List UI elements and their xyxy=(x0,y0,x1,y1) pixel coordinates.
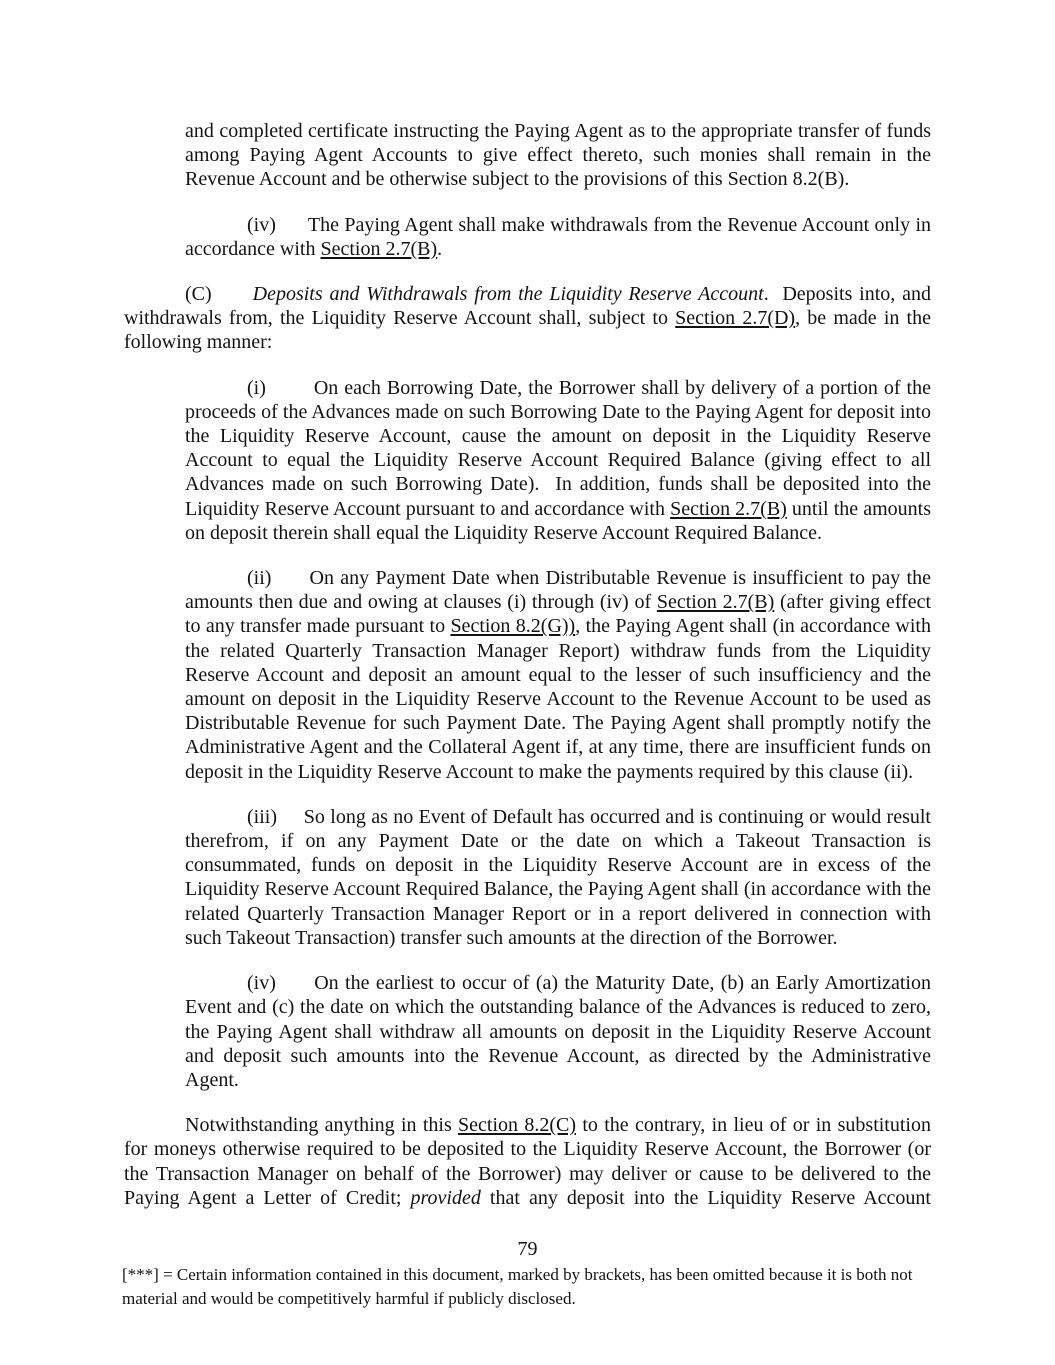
text-run: provided xyxy=(410,1186,481,1209)
text-run: (iv) The Paying Agent shall make withdrawals from the Revenue Account only in accordance with xyxy=(185,213,931,260)
text-run: Deposits and Withdrawals from the Liquidity Reserve Account xyxy=(252,283,764,306)
section-reference: Section 2.7(B) xyxy=(656,591,775,614)
section-reference: Section 8.2(G)) xyxy=(450,615,576,638)
text-run: (ii) On any Payment Date when Distributable Revenue is insufficient to pay the amounts then due and owing at clauses (i) through (iv) of xyxy=(185,567,931,614)
section-reference: Section 8.2(C) xyxy=(458,1114,577,1137)
section-reference: Section 2.7(D) xyxy=(675,307,796,330)
text-run: . Deposits into, and withdrawals from, the Liquidity Reserve Account shall, subject to xyxy=(124,283,931,330)
text-run: (iii) So long as no Event of Default has occurred and is continuing or would result therefrom, if on any Payment Date or the date on which a Takeout Transaction is consummated, funds on deposit in the Liquidity Reserve Account are in excess of the Liquidity Reserve Account Required Balance, the Paying Agent shall (in accordance with the related Quarterly Transaction Manager Report or in a report delivered in connection with such Takeout Transaction) transfer such amounts at the direction of the Borrower. xyxy=(185,805,931,949)
text-run: and completed certificate instructing the Paying Agent as to the appropriate transfer of funds among Paying Agent Accounts to give effect thereto, such monies shall remain in the Revenue Account and be otherwise subject to the provisions of this Section 8.2(B). xyxy=(185,120,931,191)
text-run: to the contrary, in lieu of or in substitution for moneys otherwise required to be deposited to the Liquidity Reserve Account, the Borrower (or the Transaction Manager on behalf of the Borrower) may deliver or cause to be delivered to the Paying Agent a Letter of Credit; xyxy=(124,1114,931,1209)
text-run: (iv) On the earliest to occur of (a) the Maturity Date, (b) an Early Amortization Event and (c) the date on which the outstanding balance of the Advances is reduced to zero, the Paying Agent shall withdraw all amounts on deposit in the Liquidity Reserve Account and deposit such amounts into the Revenue Account, as directed by the Administrative Agent. xyxy=(185,972,931,1091)
paragraph-clause-iv-revenue xyxy=(185,213,931,261)
text-run: Notwithstanding anything in this xyxy=(185,1114,459,1137)
section-reference: Section 2.7(B) xyxy=(320,237,438,260)
text-run: that any deposit into the Liquidity Reserve Account xyxy=(480,1186,931,1209)
paragraph-section-c xyxy=(124,282,931,355)
page-number: 79 xyxy=(517,1238,538,1260)
paragraph-notwithstanding xyxy=(124,1113,931,1210)
text-run: until the amounts on deposit therein shall equal the Liquidity Reserve Account Required Balance. xyxy=(185,497,931,544)
paragraph-clause-iii xyxy=(185,805,931,950)
text-run: (i) On each Borrowing Date, the Borrower shall by delivery of a portion of the proceeds of the Advances made on such Borrowing Date to the Paying Agent for deposit into the Liquidity Reserve Account, cause the amount on deposit in the Liquidity Reserve Account to equal the Liquidity Reserve Account Required Balance (giving effect to all Advances made on such Borrowing Date). In addition, funds shall be deposited into the Liquidity Reserve Account pursuant to and accordance with xyxy=(185,376,931,520)
text-run: (after giving effect to any transfer made pursuant to xyxy=(185,591,932,638)
text-run: , be made in the following manner: xyxy=(124,307,931,354)
footnote-line: material and would be competitively harmful if publicly disclosed. xyxy=(122,1288,576,1308)
page-footnote xyxy=(122,1263,942,1310)
text-run: (C) xyxy=(185,283,253,306)
text-run: . xyxy=(437,237,443,260)
paragraph-clause-iv-maturity xyxy=(185,971,931,1092)
section-reference: Section 2.7(B) xyxy=(670,497,787,520)
paragraph-clause-i xyxy=(185,376,931,545)
paragraph-clause-ii xyxy=(185,566,931,784)
paragraph-continuation xyxy=(185,119,931,192)
document-body xyxy=(124,119,931,1210)
footnote-line: [***] = Certain information contained in this document, marked by brackets, has been omitted because it is both not xyxy=(122,1265,913,1284)
text-run: , the Paying Agent shall (in accordance with the related Quarterly Transaction Manager Report) withdraw funds from the Liquidity Reserve Account and deposit an amount equal to the lesser of such insufficiency and the amount on deposit in the Liquidity Reserve Account to the Revenue Account to be used as Distributable Revenue for such Payment Date. The Paying Agent shall promptly notify the Administrative Agent and the Collateral Agent if, at any time, there are insufficient funds on deposit in the Liquidity Reserve Account to make the payments required by this clause (ii). xyxy=(185,615,931,783)
